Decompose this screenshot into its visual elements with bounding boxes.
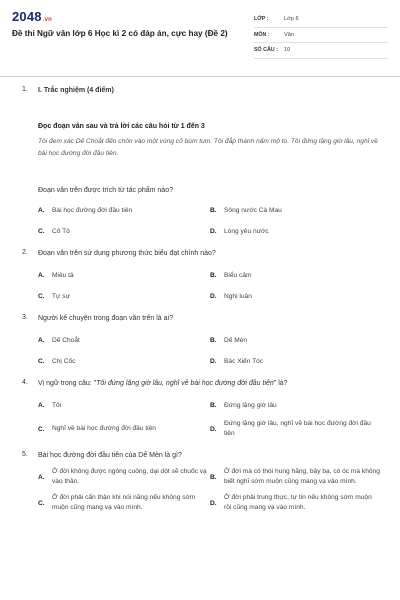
- option-text: Dế Mèn: [224, 336, 248, 344]
- meta-key: LỚP :: [254, 16, 269, 23]
- option-c[interactable]: [38, 493, 210, 513]
- options-q1: [38, 203, 388, 239]
- section-title: I. Trắc nghiệm (4 điểm): [38, 87, 114, 94]
- meta-value: Lớp 6: [284, 16, 299, 23]
- option-letter: D.: [210, 425, 217, 433]
- options-q4: [38, 398, 388, 439]
- option-letter: C.: [38, 358, 45, 365]
- option-text: Cô Tô: [52, 227, 70, 235]
- exam-meta-table: [254, 12, 388, 59]
- question-1: [22, 86, 388, 96]
- option-letter: A.: [38, 473, 45, 481]
- logo-suffix-text: .vn: [42, 17, 53, 23]
- option-text: Bác Xiến Tóc: [224, 357, 264, 365]
- meta-value: Văn: [284, 31, 294, 38]
- question-text: Người kể chuyện trong đoạn văn trên là ai?: [38, 315, 173, 322]
- option-text: Miêu tả: [52, 271, 74, 279]
- option-c[interactable]: [38, 289, 210, 304]
- option-letter: B.: [210, 337, 217, 344]
- option-letter: D.: [210, 228, 217, 235]
- question-text: Bài học đường đời đầu tiên của Dế Mèn là gì?: [38, 452, 182, 459]
- option-text: Sông nước Cà Mau: [224, 206, 282, 214]
- option-letter: B.: [210, 402, 217, 409]
- option-letter: B.: [210, 473, 217, 481]
- option-a[interactable]: [38, 268, 210, 283]
- page-header: [0, 0, 400, 77]
- option-text: Ở đời mà có thói hung hăng, bậy bạ, có óc mà không biết nghĩ sớm muộn cũng mang vạ vào mình.: [224, 468, 380, 485]
- option-text: Ở đời không được ngông cuồng, dại dột sẽ chuốc vạ vào thân.: [52, 468, 207, 485]
- option-text: Đứng lặng giờ lâu: [224, 401, 277, 409]
- option-letter: A.: [38, 337, 45, 344]
- option-d[interactable]: [210, 419, 380, 439]
- question-number: 4.: [22, 379, 28, 386]
- question-text: [38, 379, 288, 389]
- option-a[interactable]: [38, 333, 210, 348]
- option-letter: C.: [38, 425, 45, 433]
- option-b[interactable]: [210, 467, 380, 487]
- option-c[interactable]: [38, 354, 210, 369]
- exam-title: Đề thi Ngữ văn lớp 6 Học kì 2 có đáp án, cực hay (Đề 2): [12, 29, 228, 38]
- option-text: Chị Cốc: [52, 357, 76, 365]
- option-a[interactable]: [38, 467, 210, 487]
- question-3: [22, 314, 388, 324]
- meta-row-count: [254, 43, 388, 59]
- options-q2: [38, 268, 388, 304]
- option-letter: C.: [38, 499, 45, 507]
- question-5: [22, 451, 388, 461]
- option-letter: A.: [38, 207, 45, 214]
- option-b[interactable]: [210, 333, 380, 348]
- option-letter: D.: [210, 499, 217, 507]
- option-letter: A.: [38, 402, 45, 409]
- option-text: Đứng lặng giờ lâu, nghĩ về bài học đường đời đầu tiên: [224, 420, 371, 437]
- option-d[interactable]: [210, 493, 380, 513]
- option-text: Ở đời phải cẩn thận khi nói năng nếu không sớm muộn cũng mang vạ vào mình.: [52, 494, 196, 511]
- option-text: Nghĩ về bài học đường đời đầu tiên: [52, 425, 156, 432]
- option-letter: C.: [38, 228, 45, 235]
- question-number: 5.: [22, 451, 28, 458]
- option-a[interactable]: [38, 398, 210, 413]
- option-d[interactable]: [210, 289, 380, 304]
- option-letter: D.: [210, 293, 217, 300]
- option-b[interactable]: [210, 203, 380, 218]
- question-number: 1.: [22, 86, 28, 93]
- option-text: Tôi: [52, 401, 62, 409]
- option-d[interactable]: [210, 224, 380, 239]
- option-text: Lòng yêu nước: [224, 227, 269, 235]
- question-text-after: " là?: [273, 380, 288, 387]
- option-text: Tự sự: [52, 292, 70, 300]
- passage-text: Tôi đem xác Dế Choắt đến chôn vào một vùng cỏ bùm tum. Tôi đắp thành nấm mộ to. Tôi đứng lặng giờ lâu, nghĩ về bài học đường đời đầu tiên.: [38, 138, 378, 157]
- option-d[interactable]: [210, 354, 380, 369]
- exam-body: [0, 86, 400, 513]
- meta-key: SỐ CÂU :: [254, 47, 278, 54]
- option-letter: A.: [38, 272, 45, 279]
- question-number: 3.: [22, 314, 28, 321]
- option-b[interactable]: [210, 398, 380, 413]
- option-letter: B.: [210, 272, 217, 279]
- sub-question: Đoạn văn trên được trích từ tác phẩm nào?: [38, 187, 173, 194]
- option-letter: B.: [210, 207, 217, 214]
- option-c[interactable]: [38, 419, 210, 439]
- option-letter: D.: [210, 358, 217, 365]
- meta-row-subject: [254, 28, 388, 44]
- option-text: Bài học đường đời đầu tiên: [52, 206, 133, 214]
- option-letter: C.: [38, 293, 45, 300]
- option-b[interactable]: [210, 268, 380, 283]
- meta-key: MÔN :: [254, 31, 270, 38]
- option-text: Biểu cảm: [224, 271, 252, 279]
- question-number: 2.: [22, 249, 28, 256]
- option-text: Nghị luận: [224, 292, 252, 300]
- options-q5: [38, 467, 388, 513]
- question-4: [22, 379, 388, 389]
- options-q3: [38, 333, 388, 369]
- option-c[interactable]: [38, 224, 210, 239]
- question-text: Đoạn văn trên sử dụng phương thức biểu đạt chính nào?: [38, 250, 216, 257]
- meta-row-grade: [254, 12, 388, 28]
- logo-main-text: 2048: [12, 9, 42, 24]
- option-a[interactable]: [38, 203, 210, 218]
- question-2: [22, 249, 388, 259]
- question-text-before: Vị ngữ trong câu: ": [38, 380, 97, 387]
- question-quote: Tôi đứng lặng giờ lâu, nghĩ về bài học đường đời đầu tiên: [96, 380, 274, 387]
- passage-heading: Đọc đoạn văn sau và trả lời các câu hỏi từ 1 đến 3: [38, 123, 205, 130]
- meta-value: 10: [284, 47, 291, 54]
- option-text: Dế Choắt: [52, 336, 80, 344]
- option-text: Ở đời phải trung thực, tự tin nếu không sớm muộn rồi cũng mang vạ vào mình.: [224, 494, 372, 511]
